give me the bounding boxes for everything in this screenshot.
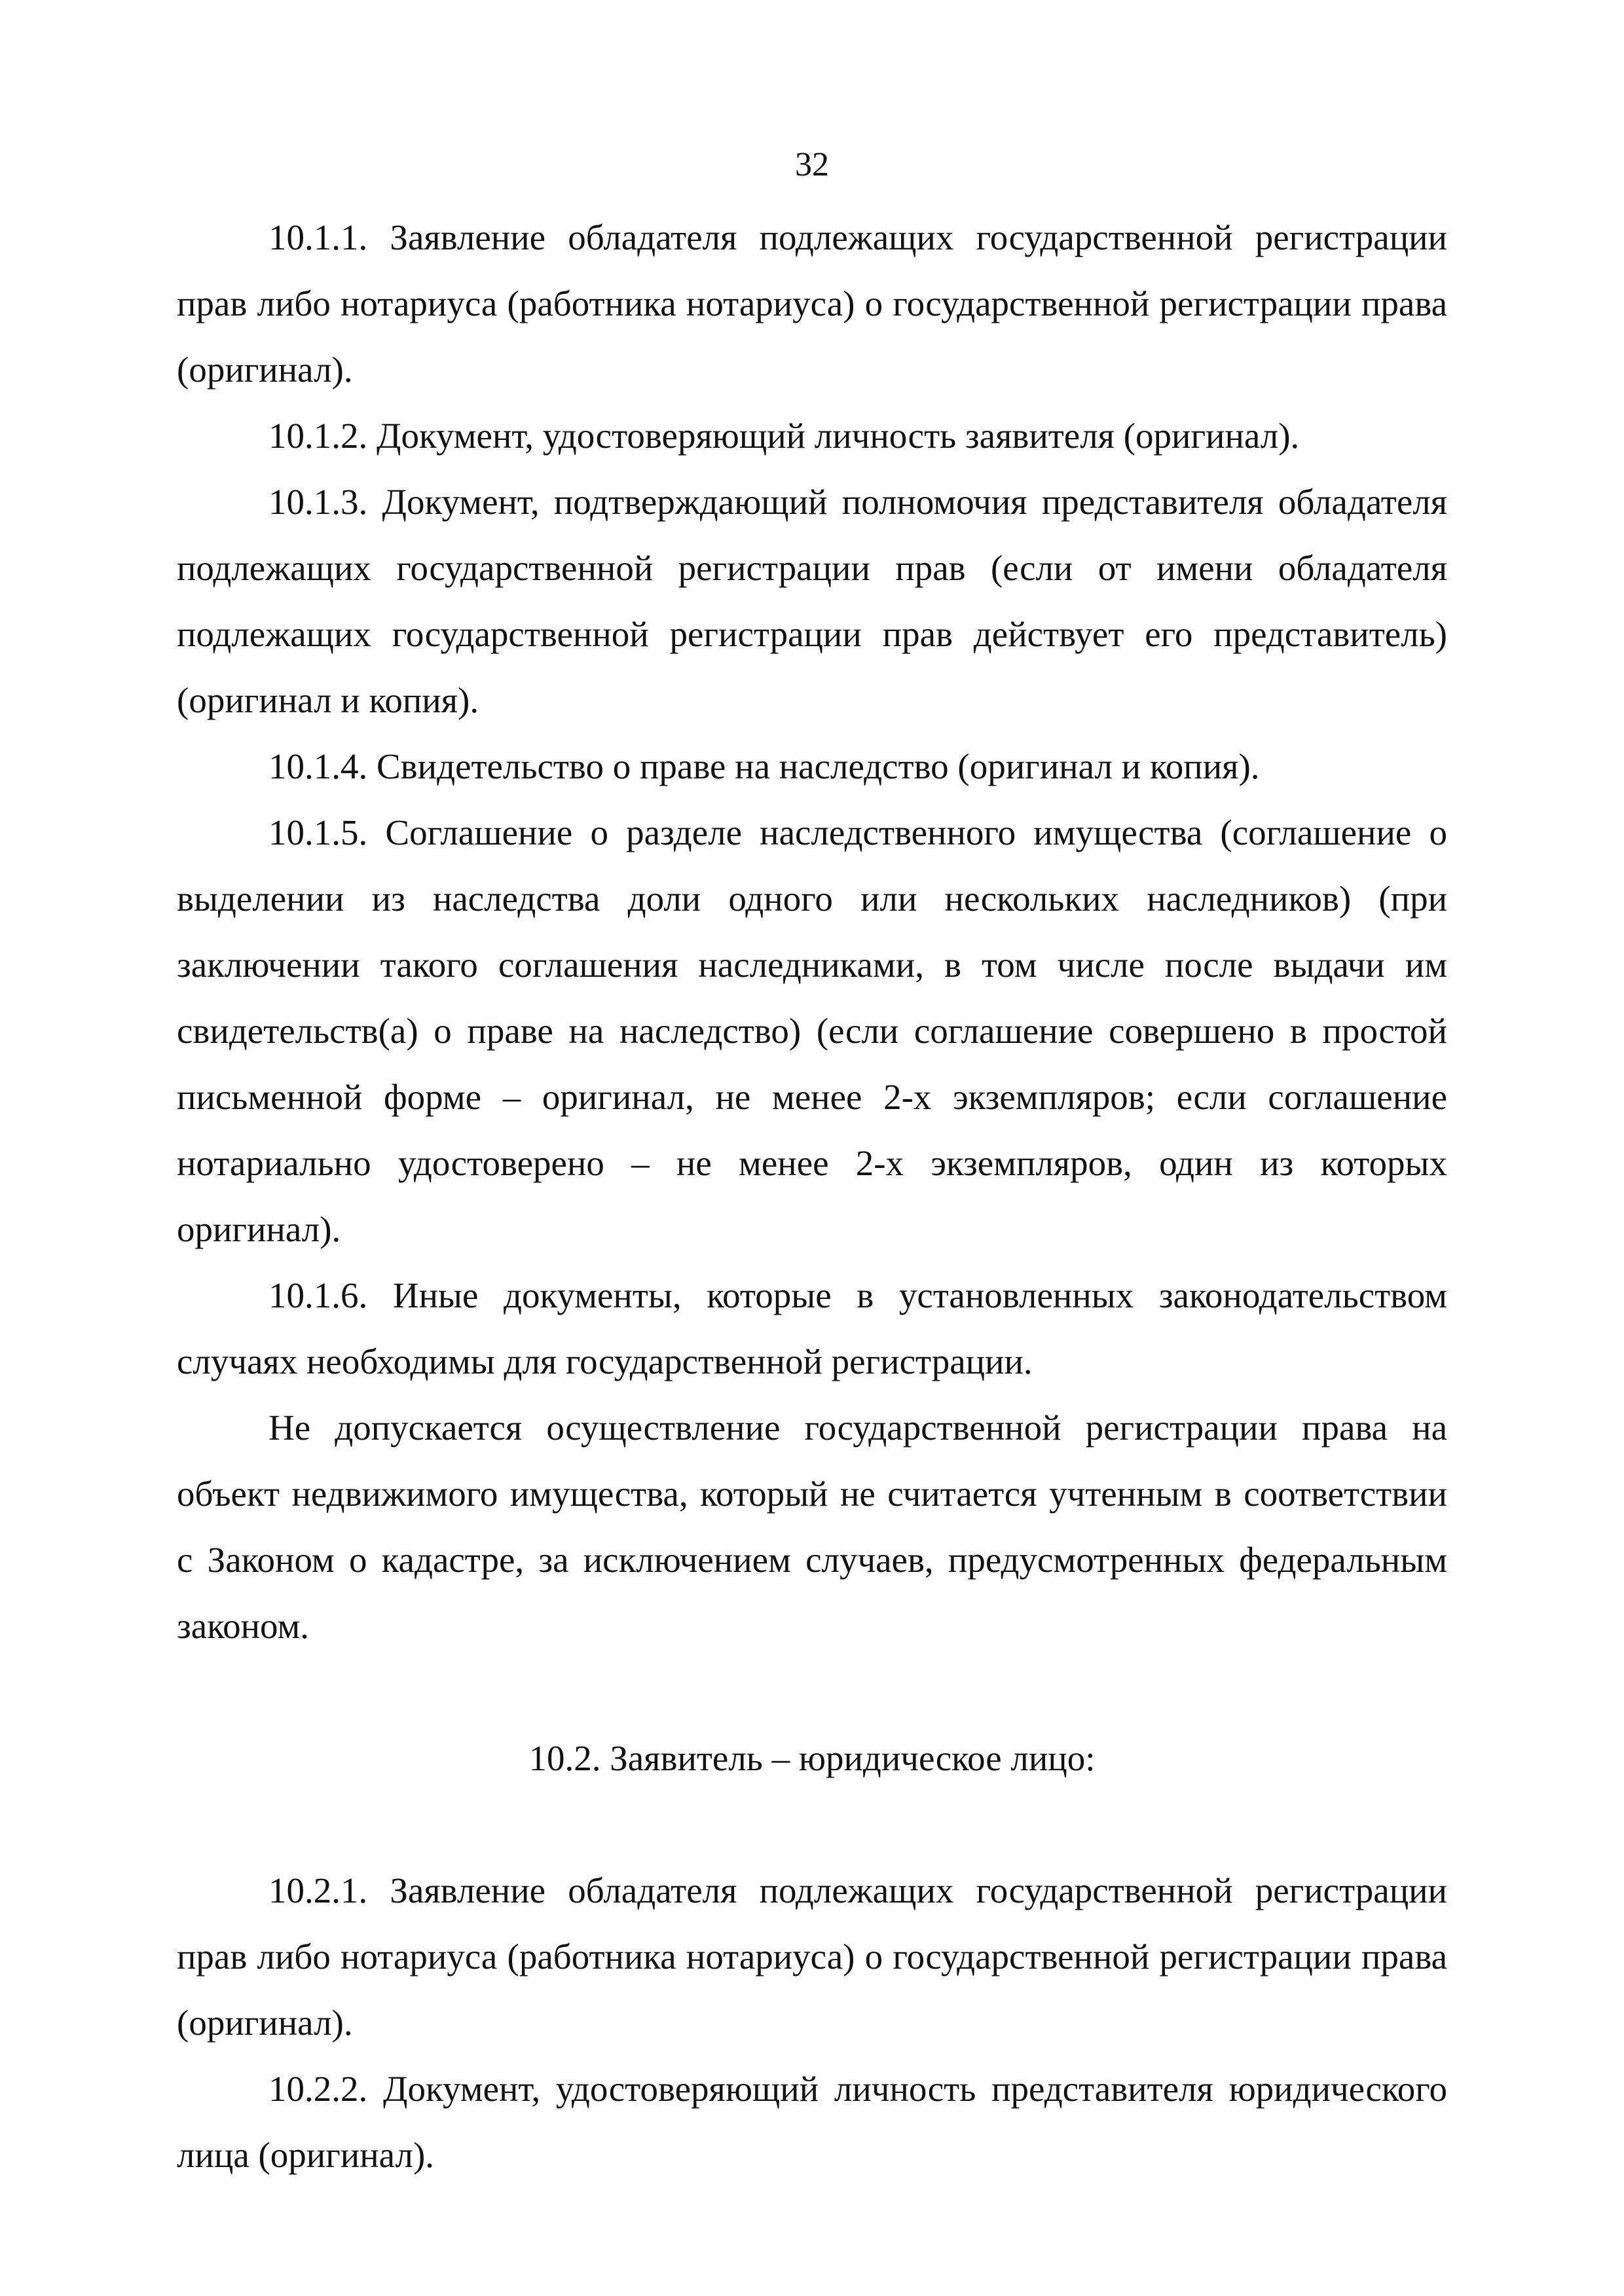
paragraph-10-2-2: 10.2.2. Документ, удостоверяющий личность представителя юридического лица (оригинал). [177, 2069, 1447, 2175]
document-body [177, 204, 1447, 2188]
page-number: 32 [795, 146, 829, 183]
paragraph-10-2-1: 10.2.1. Заявление обладателя подлежащих государственной регистрации прав либо нотариуса (работника нотариуса) о государственной регистрации права (оригинал). [177, 1870, 1447, 2043]
paragraph-10-1-6: 10.1.6. Иные документы, которые в установленных законодательством случаях необходимы для государственной регистрации. [177, 1275, 1447, 1381]
section-heading-10-2: 10.2. Заявитель – юридическое лицо: [528, 1738, 1096, 1778]
paragraph-10-1-1: 10.1.1. Заявление обладателя подлежащих государственной регистрации прав либо нотариуса (работника нотариуса) о государственной регистрации права (оригинал). [177, 217, 1447, 390]
paragraph-registration-restriction: Не допускается осуществление государственной регистрации права на объект недвижимого имущества, который не считается учтенным в соответствии с Законом о кадастре, за исключением случаев, предусмотренных федеральным законом. [177, 1408, 1447, 1646]
paragraph-10-1-5: 10.1.5. Соглашение о разделе наследственного имущества (соглашение о выделении из наследства доли одного или нескольких наследников) (при заключении такого соглашения наследниками, в том числе после выдачи им свидетельств(а) о праве на наследство) (если соглашение совершено в простой письменной форме – оригинал, не менее 2-х экземпляров; если соглашение нотариально удостоверено – не менее 2-х экземпляров, один из которых оригинал). [177, 812, 1447, 1249]
paragraph-10-1-4: 10.1.4. Свидетельство о праве на наследство (оригинал и копия). [268, 746, 1260, 786]
paragraph-10-1-2: 10.1.2. Документ, удостоверяющий личность заявителя (оригинал). [268, 416, 1300, 456]
paragraph-10-1-3: 10.1.3. Документ, подтверждающий полномочия представителя обладателя подлежащих государственной регистрации прав (если от имени обладателя подлежащих государственной регистрации прав действует его представитель) (оригинал и копия). [177, 482, 1447, 720]
